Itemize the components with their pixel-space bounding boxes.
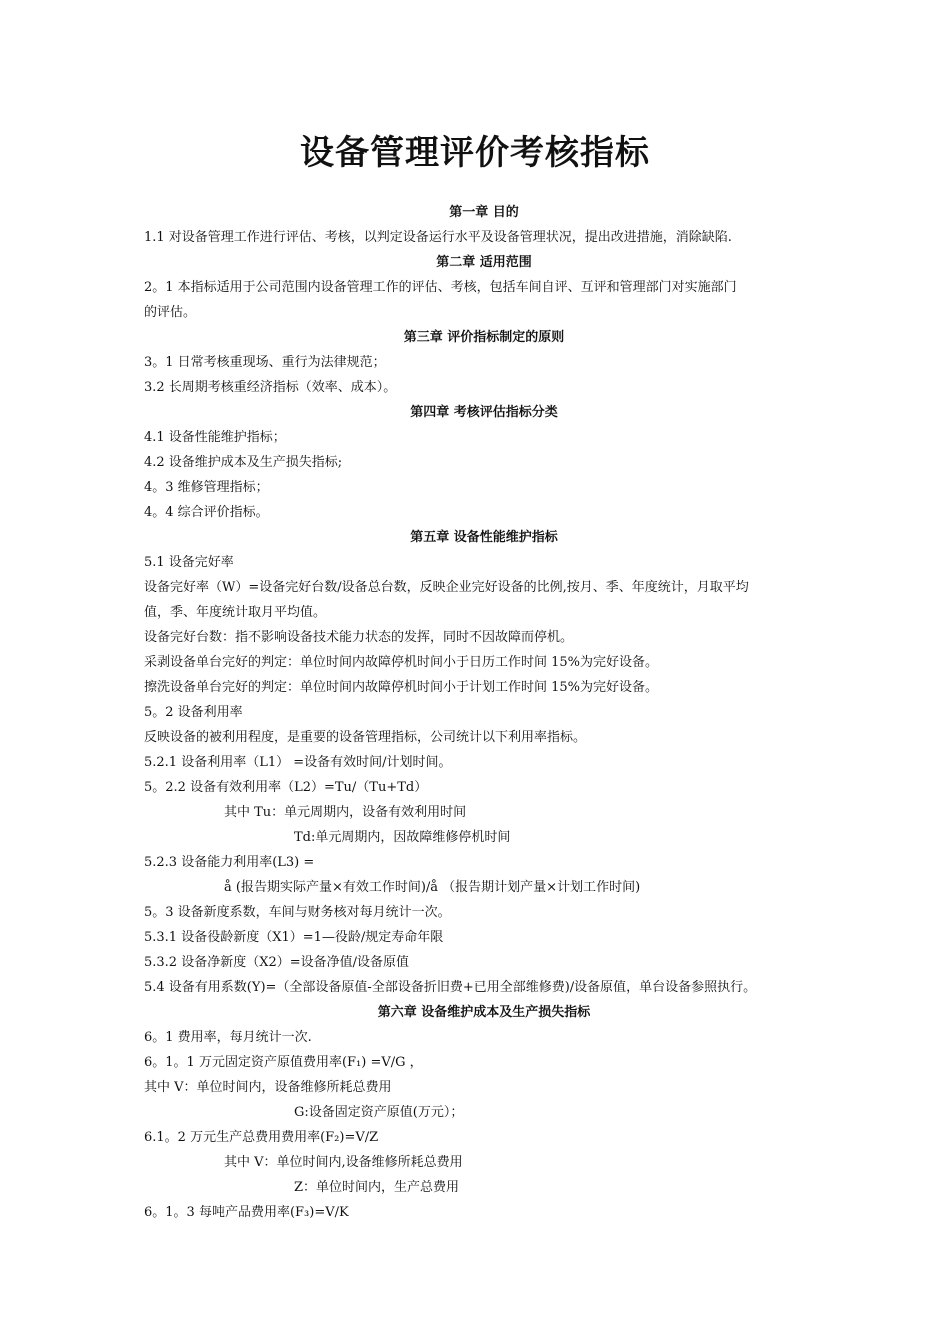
chapter-heading: 第五章 设备性能维护指标 bbox=[410, 530, 558, 545]
paragraph-line: G:设备固定资产原值(万元）； bbox=[294, 1105, 464, 1120]
paragraph-line: 4.1 设备性能维护指标； bbox=[144, 430, 286, 445]
paragraph-line: 4.2 设备维护成本及生产损失指标; bbox=[144, 455, 343, 470]
paragraph-line: 1.1 对设备管理工作进行评估、考核，以判定设备运行水平及设备管理状况，提出改进措施，消除缺陷. bbox=[144, 230, 732, 245]
paragraph-line: 3。1 日常考核重现场、重行为法律规范； bbox=[144, 355, 386, 370]
paragraph-line: 擦洗设备单台完好的判定：单位时间内故障停机时间小于计划工作时间 15%为完好设备。 bbox=[144, 680, 659, 695]
paragraph-line: 5.4 设备有用系数(Y)=（全部设备原值-全部设备折旧费+已用全部维修费)/设备原值，单台设备参照执行。 bbox=[144, 980, 757, 995]
paragraph-line: 6。1。1 万元固定资产原值费用率(F₁) =V/G ， bbox=[144, 1055, 423, 1070]
paragraph-line: 5。2.2 设备有效利用率（L2）=Tu/（Tu+Td） bbox=[144, 780, 428, 795]
paragraph-line: 6。1。3 每吨产品费用率(F₃)=V/K bbox=[144, 1205, 349, 1220]
paragraph-line: 反映设备的被利用程度，是重要的设备管理指标，公司统计以下利用率指标。 bbox=[144, 730, 587, 745]
chapter-heading: 第六章 设备维护成本及生产损失指标 bbox=[377, 1005, 591, 1020]
paragraph-line: 的评估。 bbox=[144, 305, 197, 320]
paragraph-line: 5。2 设备利用率 bbox=[144, 705, 243, 720]
paragraph-line: 5。3 设备新度系数，车间与财务核对每月统计一次。 bbox=[144, 905, 451, 920]
paragraph-line: Z：单位时间内，生产总费用 bbox=[294, 1180, 460, 1195]
paragraph-line: 3.2 长周期考核重经济指标（效率、成本）。 bbox=[144, 380, 397, 395]
paragraph-line: 5.3.2 设备净新度（X2）=设备净值/设备原值 bbox=[144, 955, 410, 970]
paragraph-line: 4。3 维修管理指标； bbox=[144, 480, 269, 495]
chapter-heading: 第四章 考核评估指标分类 bbox=[410, 405, 558, 420]
paragraph-line: å (报告期实际产量×有效工作时间)/å （报告期计划产量×计划工作时间) bbox=[224, 880, 641, 895]
chapter-heading: 第三章 评价指标制定的原则 bbox=[403, 330, 565, 345]
paragraph-line: 6。1 费用率，每月统计一次. bbox=[144, 1030, 312, 1045]
paragraph-line: 其中 V：单位时间内，设备维修所耗总费用 bbox=[144, 1080, 392, 1095]
paragraph-line: 5.3.1 设备役龄新度（X1）=1—役龄/规定寿命年限 bbox=[144, 930, 444, 945]
paragraph-line: 值，季、年度统计取月平均值。 bbox=[144, 605, 327, 620]
paragraph-line: 4。4 综合评价指标。 bbox=[144, 505, 269, 520]
document-body bbox=[144, 200, 824, 1225]
chapter-heading: 第二章 适用范围 bbox=[436, 255, 532, 270]
paragraph-line: 5.2.1 设备利用率（L1） =设备有效时间/计划时间。 bbox=[144, 755, 452, 770]
paragraph-line: 设备完好率（W）=设备完好台数/设备总台数，反映企业完好设备的比例,按月、季、年度统计，月取平均 bbox=[144, 580, 749, 595]
paragraph-line: 设备完好台数：指不影响设备技术能力状态的发挥，同时不因故障而停机。 bbox=[144, 630, 574, 645]
paragraph-line: 2。1 本指标适用于公司范围内设备管理工作的评估、考核，包括车间自评、互评和管理部门对实施部门 bbox=[144, 280, 737, 295]
paragraph-line: Td:单元周期内，因故障维修停机时间 bbox=[294, 830, 511, 845]
paragraph-line: 其中 Tu：单元周期内，设备有效利用时间 bbox=[224, 805, 467, 820]
paragraph-line: 5.1 设备完好率 bbox=[144, 555, 234, 570]
paragraph-line: 其中 V：单位时间内,设备维修所耗总费用 bbox=[224, 1155, 463, 1170]
paragraph-line: 5.2.3 设备能力利用率(L3) = bbox=[144, 855, 315, 870]
paragraph-line: 采剥设备单台完好的判定：单位时间内故障停机时间小于日历工作时间 15%为完好设备。 bbox=[144, 655, 659, 670]
document-title: 设备管理评价考核指标 bbox=[300, 133, 650, 173]
chapter-heading: 第一章 目的 bbox=[449, 205, 519, 220]
paragraph-line: 6.1。2 万元生产总费用费用率(F₂)=V/Z bbox=[144, 1130, 379, 1145]
